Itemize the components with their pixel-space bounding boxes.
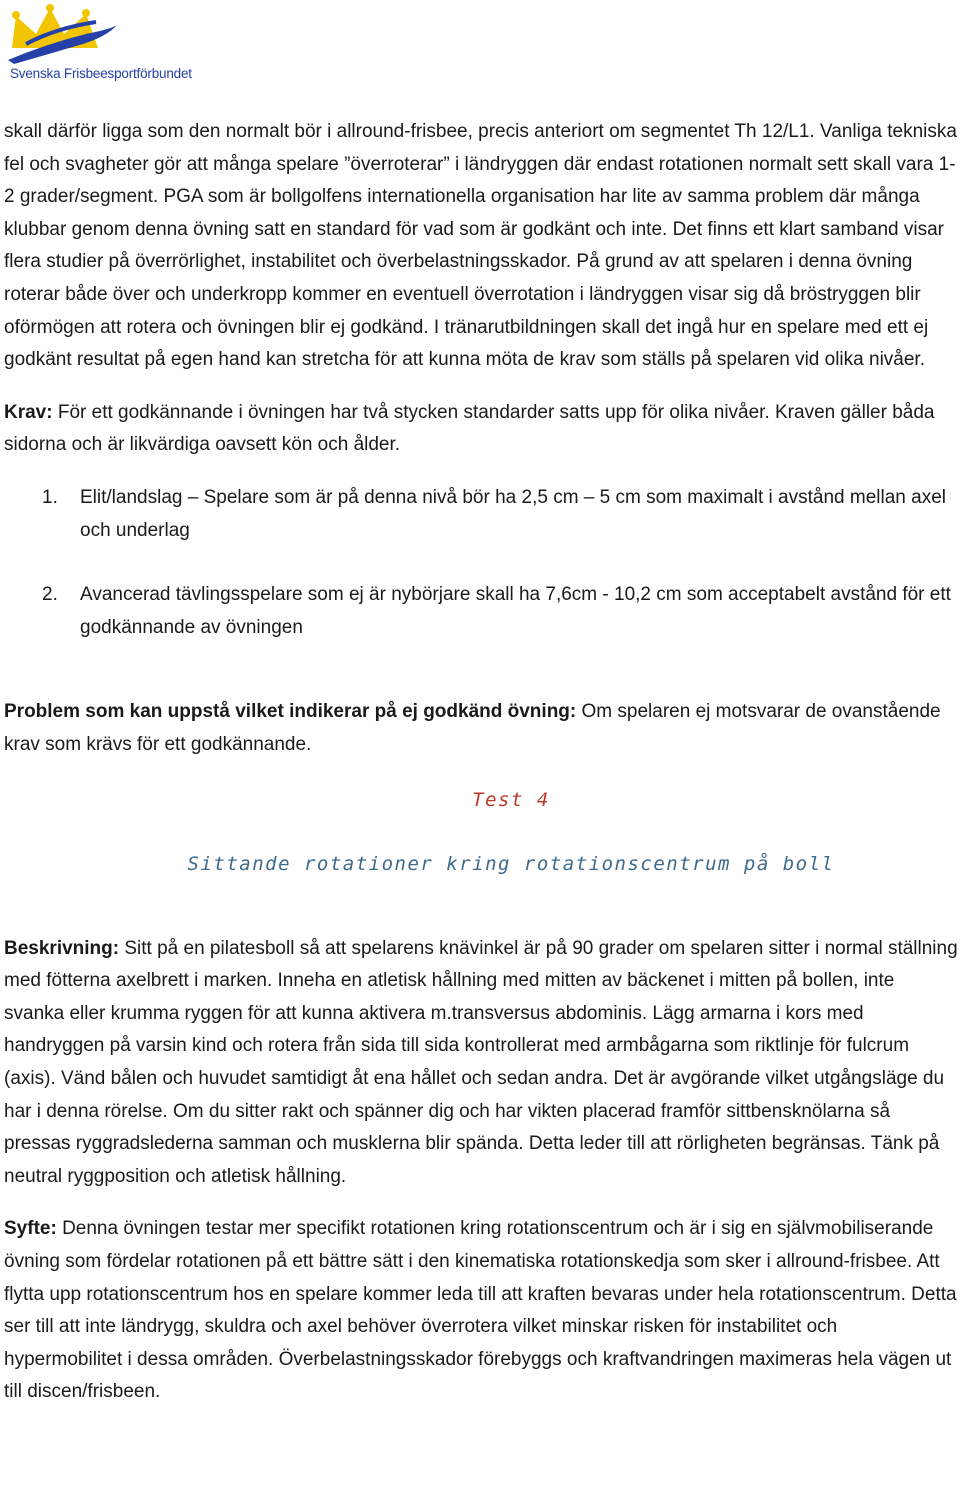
list-number: 2. [42, 584, 58, 606]
problem-label: Problem som kan uppstå vilket indikerar på ej godkänd övning: [4, 701, 577, 723]
syfte-text: Denna övningen testar mer specifikt rotationen kring rotationscentrum och är i sig en självmobiliserande övning som fördelar rotationen på ett bättre sätt i den kinematiska rotationskedja som sker i allround-frisbee. Att flytta upp rotationscentrum hos en spelare kommer leda till att kraften bevaras under hela rotationscentrum. Detta ser till att inte ländrygg, skuldra och axel behöver överrotera vilket minskar risken för instabilitet och hypermobilitet i dessa områden. Överbelastningsskador förebyggs och kraftvandringen maximeras hela vägen ut till discen/frisbeen. [4, 1218, 957, 1403]
krav-text: För ett godkännande i övningen har två stycken standarder satts upp för olika nivåer. Kraven gäller båda sidorna och är likvärdiga oavsett kön och ålder. [4, 401, 935, 456]
paragraph-intro: skall därför ligga som den normalt bör i allround-frisbee, precis anteriort om segmentet Th 12/L1. Vanliga tekniska fel och svagheter gör att många spelare ”överroterar” i ländryggen där endast rotationen normalt sett skall vara 1-2 grader/segment. PGA som är bollgolfens internationella organisation har lite av samma problem där många klubbar genom denna övning satt en standard för vad som är godkänt och inte. Det finns ett klart samband visar flera studier på överrörlighet, instabilitet och överbelastningsskador. På grund av att spelaren i denna övning roterar både över och underkropp kommer en eventuell överrotation i ländryggen visar sig då bröstryggen blir oförmögen att rotera och övningen blir ej godkänd. I tränarutbildningen skall det ingå hur en spelare med ett ej godkänt resultat på egen hand kan stretcha för att kunna möta de krav som ställs på spelaren vid olika nivåer. [4, 121, 957, 371]
krav-paragraph [4, 397, 958, 462]
list-number: 1. [42, 486, 58, 508]
problem-paragraph [4, 696, 958, 761]
beskrivning-paragraph [4, 933, 958, 1194]
logo-text: Svenska Frisbeesportförbundet [10, 66, 192, 81]
test-title: Test 4 [472, 788, 550, 811]
list-text: Avancerad tävlingsspelare som ej är nybörjare skall ha 7,6cm - 10,2 cm som acceptabelt avstånd för ett godkännande av övningen [80, 584, 951, 638]
level-list [4, 482, 958, 644]
beskrivning-label: Beskrivning: [4, 937, 120, 959]
krav-label: Krav: [4, 401, 53, 423]
list-item [4, 579, 958, 644]
syfte-label: Syfte: [4, 1218, 57, 1240]
test-subtitle: Sittande rotationer kring rotationscentrum på boll [187, 853, 835, 876]
problem-text: Om spelaren ej motsvarar de ovanstående krav som krävs för ett godkännande. [4, 701, 941, 755]
federation-logo [6, 4, 221, 88]
crown-icon [6, 4, 221, 66]
list-item [4, 482, 958, 547]
document-body [4, 116, 958, 1409]
syfte-paragraph [4, 1213, 958, 1409]
beskrivning-text: Sitt på en pilatesboll så att spelarens knävinkel är på 90 grader om spelaren sitter i normal ställning med fötterna axelbrett i marken. Inneha en atletisk hållning med mitten av bäckenet i mitten på bollen, inte svanka eller krumma ryggen för att kunna aktivera m.transversus abdominis. Lägg armarna i kors med handryggen på varsin kind och rotera från sida till sida kontrollerat med armbågarna som riktlinje för fulcrum (axis). Vänd bålen och huvudet samtidigt åt ena hållet och sedan andra. Det är avgörande vilket utgångsläge du har i denna rörelse. Om du sitter rakt och spänner dig och har vikten placerad framför sittbensknölarna så pressas ryggradslederna samman och musklerna blir spända. Detta leder till att rörligheten begränsas. Tänk på neutral ryggposition och atletisk hållning. [4, 937, 958, 1187]
list-text: Elit/landslag – Spelare som är på denna nivå bör ha 2,5 cm – 5 cm som maximalt i avstånd mellan axel och underlag [80, 486, 946, 541]
